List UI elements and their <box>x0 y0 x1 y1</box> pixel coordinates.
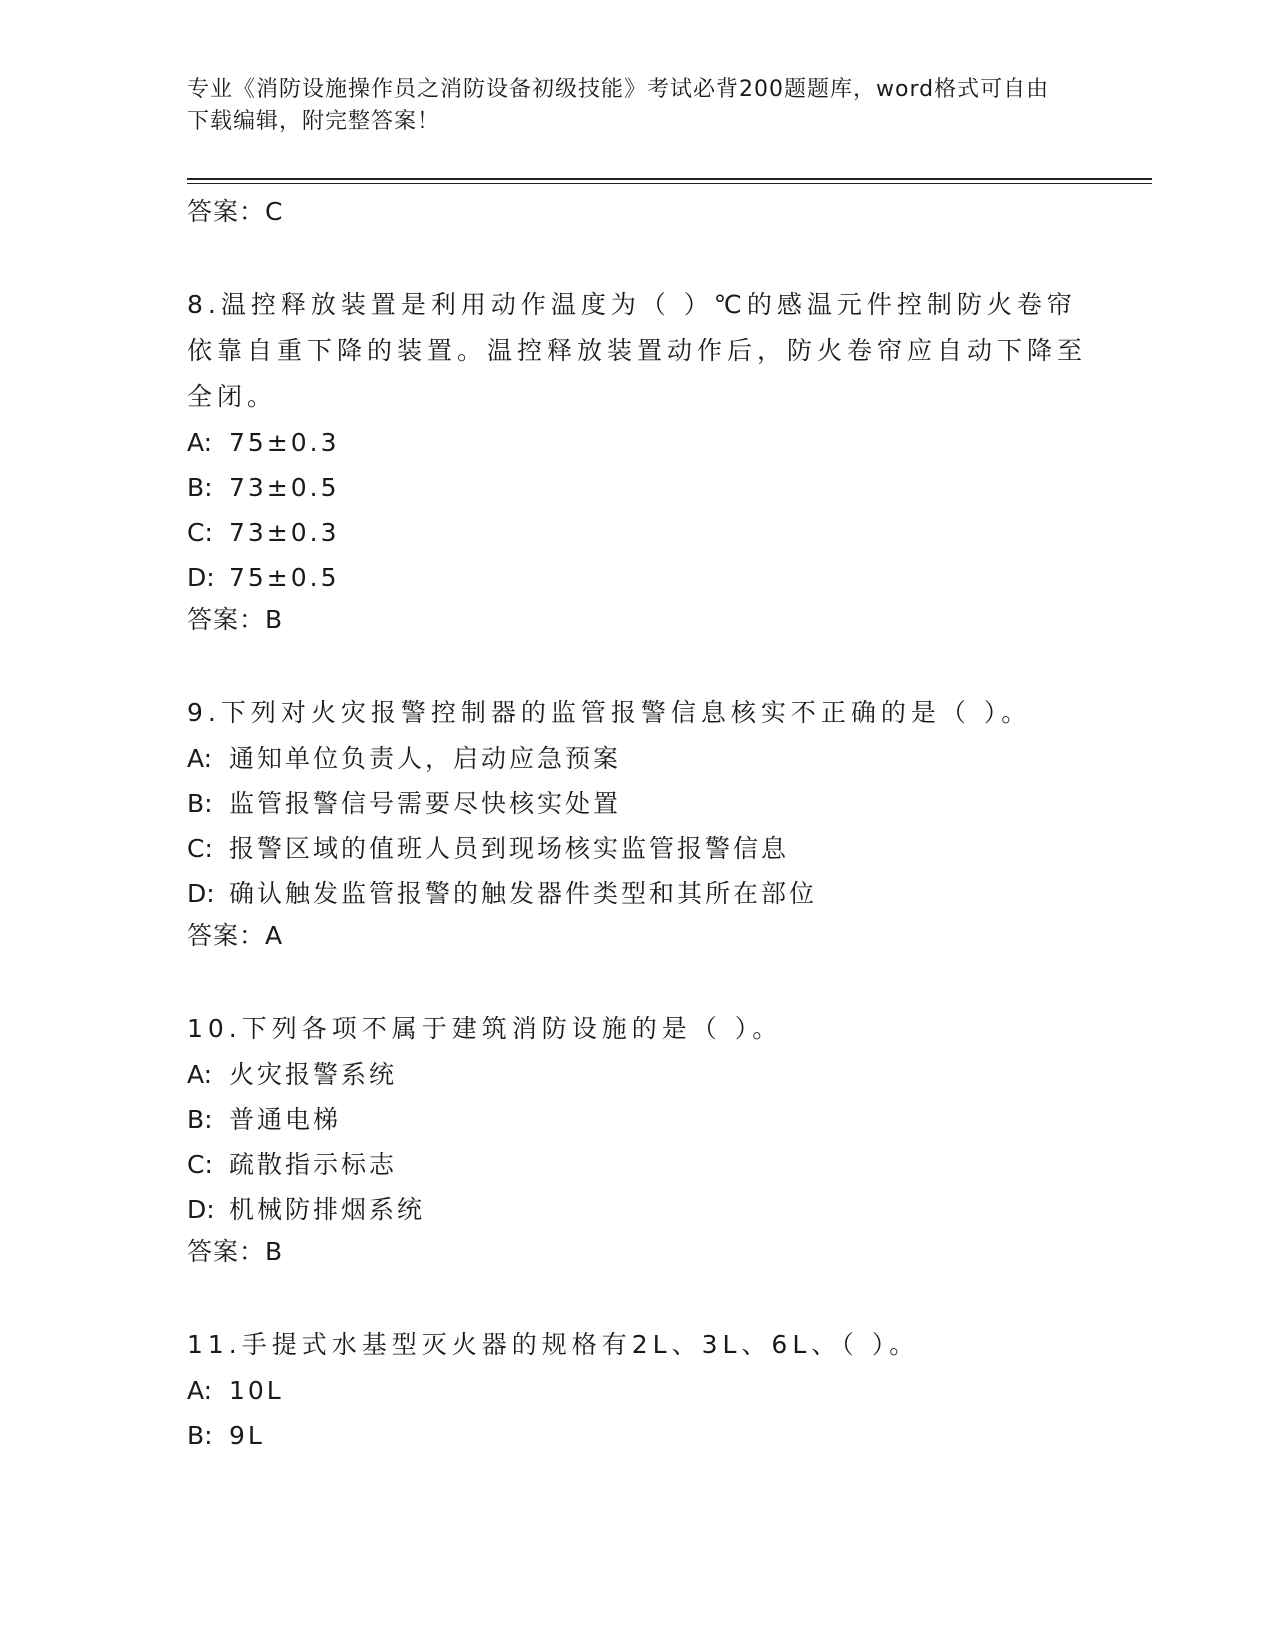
option-text: 报警区域的值班人员到现场核实监管报警信息 <box>229 834 790 863</box>
option-a <box>187 1052 1087 1097</box>
option-key: D: <box>187 1195 215 1224</box>
option-text: 通知单位负责人，启动应急预案 <box>229 744 622 773</box>
option-key: A: <box>187 1376 213 1405</box>
document-header: 专业《消防设施操作员之消防设备初级技能》考试必背200题题库，word格式可自由下载编辑，附完整答案！ <box>187 77 1050 134</box>
option-key: B: <box>187 1105 213 1134</box>
option-c <box>187 510 1087 555</box>
option-text: 监管报警信号需要尽快核实处置 <box>229 789 622 818</box>
option-text: 普通电梯 <box>229 1105 342 1134</box>
question-stem: 11.手提式水基型灭火器的规格有2L、3L、6L、（ ）。 <box>187 1330 920 1359</box>
option-key: B: <box>187 1421 213 1450</box>
option-key: C: <box>187 1150 213 1179</box>
option-key: A: <box>187 1060 213 1089</box>
option-a <box>187 736 1087 781</box>
option-text: 确认触发监管报警的触发器件类型和其所在部位 <box>229 879 818 908</box>
option-key: D: <box>187 563 215 592</box>
header-divider-thin <box>187 183 1152 184</box>
option-b <box>187 781 1087 826</box>
option-b <box>187 1097 1087 1142</box>
option-text: 火灾报警系统 <box>229 1060 398 1089</box>
question-item <box>187 1322 1087 1458</box>
question-item <box>187 1006 1087 1278</box>
option-text: 75±0.5 <box>229 563 340 592</box>
question-answer: 答案：B <box>187 605 284 634</box>
header-divider-thick <box>187 178 1152 180</box>
option-a <box>187 1368 1087 1413</box>
option-b <box>187 1413 1087 1458</box>
option-text: 73±0.5 <box>229 473 340 502</box>
option-d <box>187 871 1087 916</box>
option-d <box>187 555 1087 600</box>
option-key: A: <box>187 744 213 773</box>
option-key: A: <box>187 428 213 457</box>
question-list <box>187 188 1087 1458</box>
previous-answer: 答案：C <box>187 197 284 226</box>
option-key: C: <box>187 834 213 863</box>
question-item <box>187 282 1087 646</box>
option-text: 机械防排烟系统 <box>229 1195 426 1224</box>
question-answer: 答案：A <box>187 921 284 950</box>
question-stem: 9.下列对火灾报警控制器的监管报警信息核实不正确的是（ ）。 <box>187 698 1032 727</box>
question-item <box>187 690 1087 962</box>
option-text: 75±0.3 <box>229 428 340 457</box>
option-d <box>187 1187 1087 1232</box>
option-key: B: <box>187 473 213 502</box>
option-key: D: <box>187 879 215 908</box>
question-answer: 答案：B <box>187 1237 284 1266</box>
option-text: 10L <box>229 1376 284 1405</box>
option-text: 9L <box>229 1421 265 1450</box>
question-stem: 10.下列各项不属于建筑消防设施的是（ ）。 <box>187 1014 783 1043</box>
option-c <box>187 826 1087 871</box>
option-b <box>187 465 1087 510</box>
option-c <box>187 1142 1087 1187</box>
option-key: B: <box>187 789 213 818</box>
question-stem: 8.温控释放装置是利用动作温度为（ ）℃的感温元件控制防火卷帘依靠自重下降的装置。温控释放装置动作后，防火卷帘应自动下降至全闭。 <box>187 290 1088 411</box>
option-a <box>187 420 1087 465</box>
option-text: 73±0.3 <box>229 518 340 547</box>
option-text: 疏散指示标志 <box>229 1150 398 1179</box>
option-key: C: <box>187 518 213 547</box>
